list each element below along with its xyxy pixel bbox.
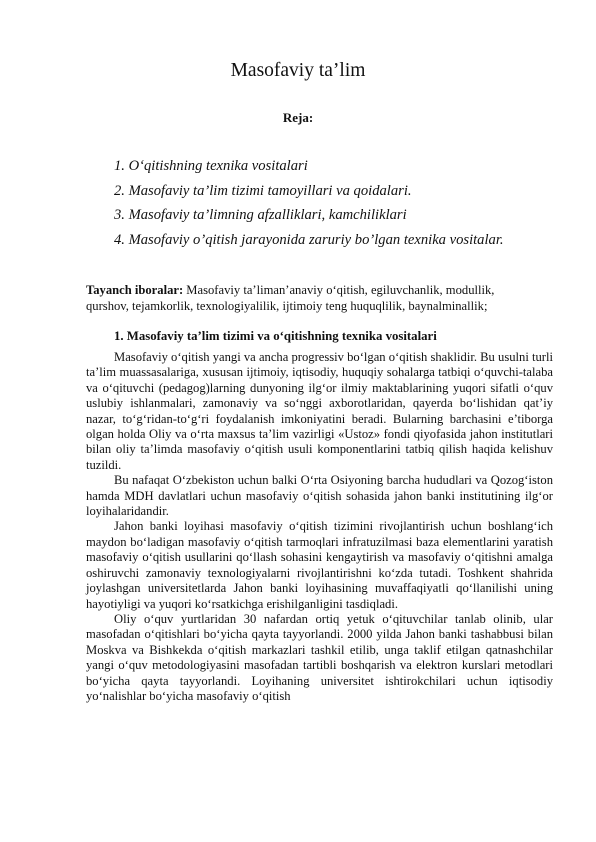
keywords-paragraph (86, 283, 526, 314)
section-heading: 1. Masofaviy ta’lim tizimi va o‘qitishning texnika vositalari (114, 329, 437, 343)
plan-item: 3. Masofaviy ta’limning afzalliklari, kamchiliklari (114, 207, 407, 223)
plan-item: 4. Masofaviy o’qitish jarayonida zaruriy bo’lgan texnika vositalar. (114, 231, 504, 248)
body-paragraph: Oliy o‘quv yurtlaridan 30 nafardan ortiq yetuk o‘qituvchilar tanlab olinib, ular masofadan o‘qitishlari bo‘yicha qayta tayyorlandi. 2000 yilda Jahon banki tashabbusi bilan Moskva va Bishkekda o‘qitish markazlari tashkil etilib, unga taklif etilgan qatnashchilar yangi o‘quv metodologiyasini masofadan tartibli boshqarish va elektron kurslari metodlari bo‘yicha qayta tayyorlandi. Loyihaning universitet ishtirokchilari uchun iqtisodiy yo‘nalishlar bo‘yicha masofaviy o‘qitish (86, 611, 553, 703)
body-paragraph: Jahon banki loyihasi masofaviy o‘qitish tizimini rivojlantirish uchun boshlang‘ich maydon bo‘ladigan masofaviy o‘qitish tarmoqlari infratuzilmasi baza elementlarini yaratish masofaviy o‘qitish usullarini qo‘llash sohasini kengaytirish va masofaviy o‘qitishni amalga oshiruvchi zamonaviy texnologiyalarni rivojlantirishni ko‘zda tutadi. Toshkent shahrida joylashgan universitetlarda Jahon banki loyihasining muvaffaqiyatli qo‘llanilishi uning hayotiyligi va yuqori ko‘rsatkichga erishilganligini tasdiqladi. (86, 519, 553, 611)
body-paragraph: Masofaviy o‘qitish yangi va ancha progressiv bo‘lgan o‘qitish shaklidir. Bu usulni turli ta’lim muassasalariga, xususan ijtimoiy, iqtisodiy, huquqiy sohalarga tatbiqi o‘quvchi-talaba va o‘qituvchi (pedagog)larning dunyoning ilg‘or ilmiy maktablarining yuqori sifatli o‘quv uslubiy ishlanmalari, zamonaviy va so‘nggi axborotlaridan, qayerda bo‘lishidan qat’iy nazar, to‘g‘ridan-to‘g‘ri foydalanish imkoniyatini beradi. Bularning barchasini e’tiborga olgan holda Oliy va o‘rta maxsus ta’lim vazirligi «Ustoz» fondi qiyofasida jahon institutlari bilan oliy ta’limda masofaviy o‘qitish usuli komponentlarini tatbiq qilish haqida kelishuv tuzildi. (86, 350, 553, 472)
plan-heading: Reja: (282, 110, 314, 125)
document-title: Masofaviy ta’lim (230, 60, 366, 81)
plan-item: 1. O‘qitishning texnika vositalari (114, 158, 308, 174)
keywords-label: Tayanch iboralar: (86, 283, 184, 297)
plan-item: 2. Masofaviy ta’lim tizimi tamoyillari va qoidalari. (114, 182, 412, 199)
body-paragraph: Bu nafaqat O‘zbekiston uchun balki O‘rta Osiyoning barcha hududlari va Qozog‘iston hamda MDH davlatlari uchun masofaviy o‘qitish sohasida jahon banki institutining ilg‘or loyihalaridandir. (86, 473, 553, 519)
keywords-text: Masofaviy ta’liman’anaviy o‘qitish, egiluvchanlik, modullik, qurshov, tejamkorlik, texnologiyalilik, ijtimoiy teng huquqlilik, baynalminallik; (86, 283, 495, 313)
plan-list (114, 154, 504, 252)
body-text (86, 350, 553, 704)
